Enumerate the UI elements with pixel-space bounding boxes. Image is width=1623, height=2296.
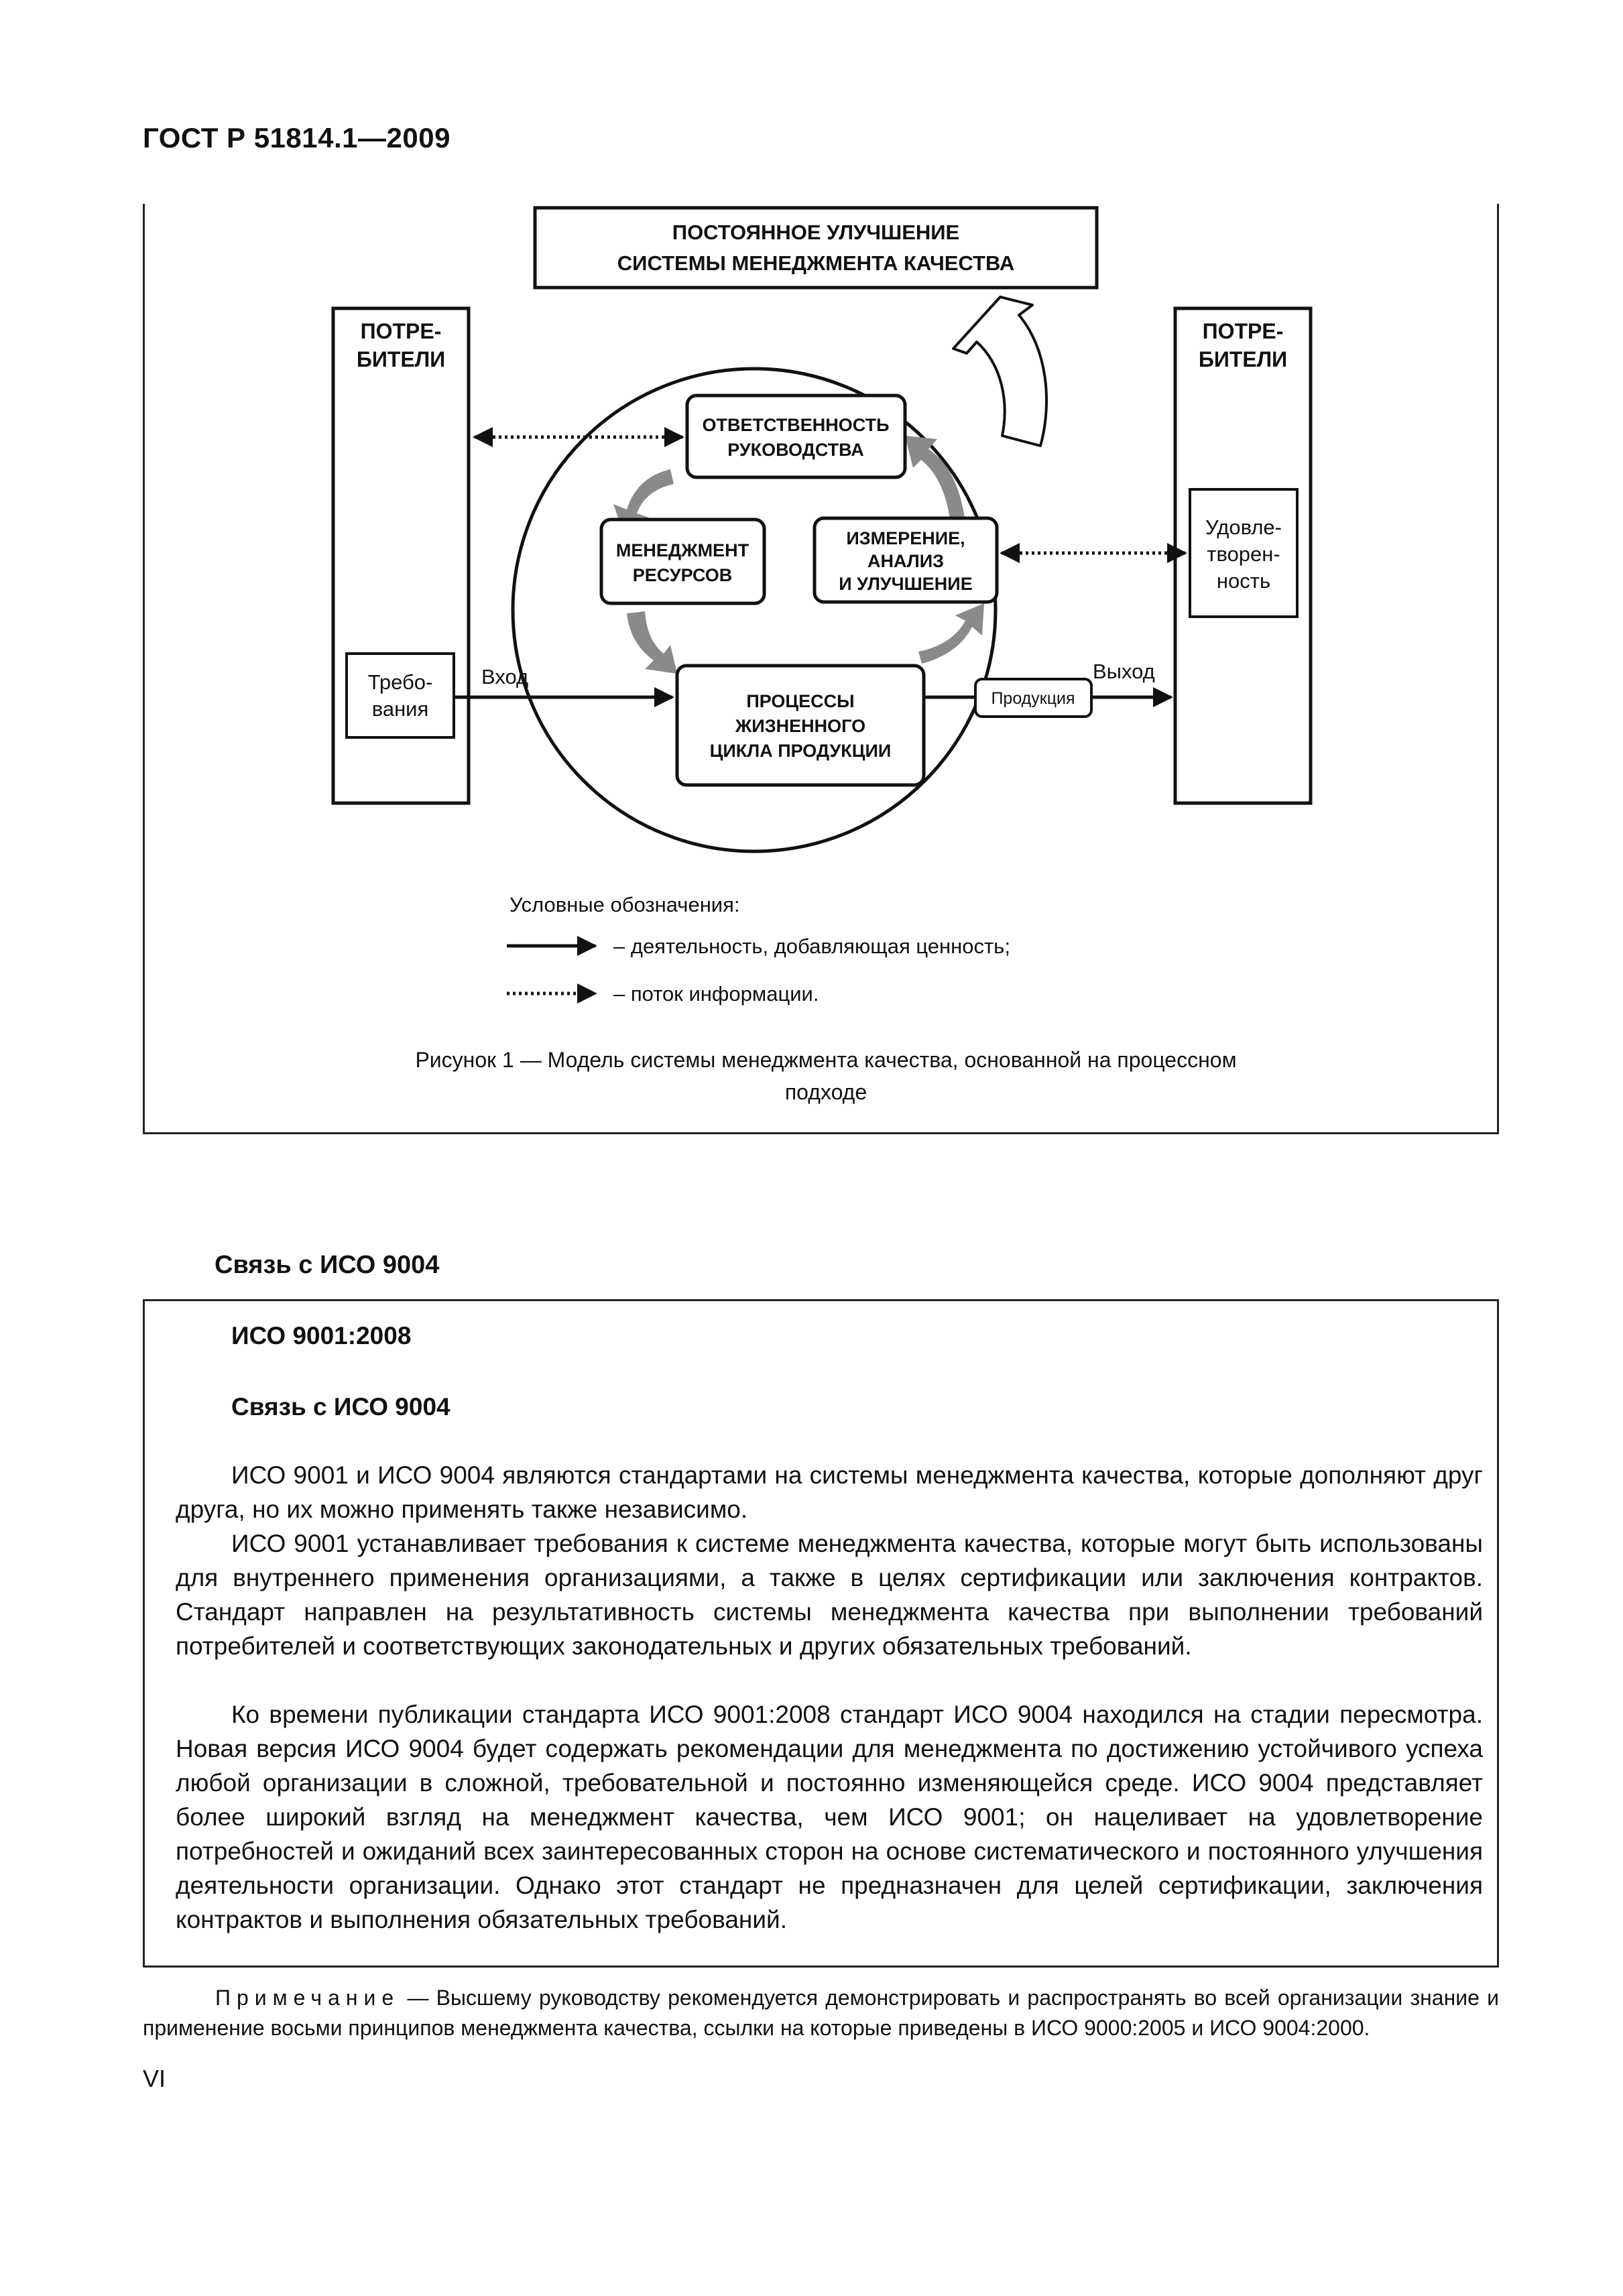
legend-title: Условные обозначения:	[509, 893, 740, 916]
figure-caption-line-2: подходе	[784, 1080, 867, 1104]
requirements-box	[347, 654, 454, 737]
document-header: ГОСТ Р 51814.1—2009	[143, 122, 450, 154]
qms-process-model-diagram	[0, 0, 1623, 1140]
customers-right-line-2: БИТЕЛИ	[1198, 347, 1288, 371]
legend-information: – поток информации.	[613, 982, 819, 1006]
satisfaction-line-2: творен-	[1207, 542, 1280, 566]
product-label: Продукция	[991, 689, 1075, 708]
iso-paragraph-1: ИСО 9001 и ИСО 9004 являются стандартами на системы менеджмента качества, которые дополняют друг друга, но их можно применять также независимо.	[176, 1461, 1483, 1523]
note-text: — Высшему руководству рекомендуется демонстрировать и распространять во всей организации знание и применение восьми принципов менеджмента качества, ссылки на которые приведены в ИСО 9000:2005 и ИСО 9004:2000.	[143, 1986, 1500, 2040]
product-realization-line-2: ЖИЗНЕННОГО	[735, 716, 866, 736]
measurement-line-1: ИЗМЕРЕНИЕ,	[846, 528, 965, 548]
figure-caption-line-1: Рисунок 1 — Модель системы менеджмента качества, основанной на процессном	[415, 1048, 1237, 1072]
legend-value-added: – деятельность, добавляющая ценность;	[613, 934, 1010, 958]
improvement-arrow	[953, 297, 1046, 446]
cycle-arrow-bottom-right	[918, 603, 984, 664]
customers-left-line-2: БИТЕЛИ	[356, 347, 446, 371]
section-heading: Связь с ИСО 9004	[215, 1251, 440, 1279]
iso-paragraph-2: ИСО 9001 устанавливает требования к системе менеджмента качества, которые могут быть использованы для внутреннего применения организациями, а также в целях сертификации или заключения контрактов. Стандарт направлен на результативность системы менеджмента качества при выполнении требований потребителей и соответствующих законодательных и других обязательных требований.	[176, 1530, 1483, 1660]
note-label: Примечание	[215, 1986, 400, 2010]
measurement-line-2: АНАЛИЗ	[867, 551, 945, 571]
satisfaction-line-3: ность	[1216, 569, 1271, 593]
satisfaction-line-1: Удовле-	[1205, 516, 1282, 539]
requirements-line-1: Требо-	[367, 670, 433, 694]
product-realization-line-3: ЦИКЛА ПРОДУКЦИИ	[709, 741, 892, 761]
requirements-line-2: вания	[371, 697, 429, 721]
input-label: Вход	[481, 665, 529, 688]
note	[143, 1983, 1499, 2043]
improvement-title-line-1: ПОСТОЯННОЕ УЛУЧШЕНИЕ	[672, 221, 960, 244]
iso-standard-title: ИСО 9001:2008	[231, 1322, 412, 1349]
page-number: VI	[143, 2065, 166, 2092]
customers-right-line-1: ПОТРЕ-	[1202, 319, 1284, 343]
management-responsibility-box	[687, 396, 905, 477]
improvement-title-box	[535, 208, 1097, 288]
measurement-line-3: И УЛУЧШЕНИЕ	[839, 574, 973, 594]
output-label: Выход	[1093, 660, 1155, 683]
customers-left-line-1: ПОТРЕ-	[360, 319, 442, 343]
management-responsibility-line-2: РУКОВОДСТВА	[727, 440, 864, 460]
iso-paragraph-3: Ко времени публикации стандарта ИСО 9001:2008 стандарт ИСО 9004 находился на стадии пересмотра. Новая версия ИСО 9004 будет содержать рекомендации для менеджмента по достижению устойчивого успеха любой организации в сложной, требовательной и постоянно изменяющейся среде. ИСО 9004 представляет более широкий взгляд на менеджмент качества, чем ИСО 9001; он нацеливает на удовлетворение потребностей и ожиданий всех заинтересованных сторон на основе систематического и постоянного улучшения деятельности организации. Однако этот стандарт не предназначен для целей сертификации, заключения контрактов и выполнения обязательных требований.	[176, 1701, 1483, 1933]
management-responsibility-line-1: ОТВЕТСТВЕННОСТЬ	[702, 415, 890, 435]
improvement-title-line-2: СИСТЕМЫ МЕНЕДЖМЕНТА КАЧЕСТВА	[617, 251, 1015, 275]
iso-subheading: Связь с ИСО 9004	[231, 1393, 450, 1421]
resource-management-line-2: РЕСУРСОВ	[632, 565, 733, 585]
cycle-arrow-bottom-left	[627, 611, 677, 674]
resource-management-box	[601, 520, 764, 603]
resource-management-line-1: МЕНЕДЖМЕНТ	[615, 540, 749, 560]
product-realization-line-1: ПРОЦЕССЫ	[746, 691, 855, 711]
